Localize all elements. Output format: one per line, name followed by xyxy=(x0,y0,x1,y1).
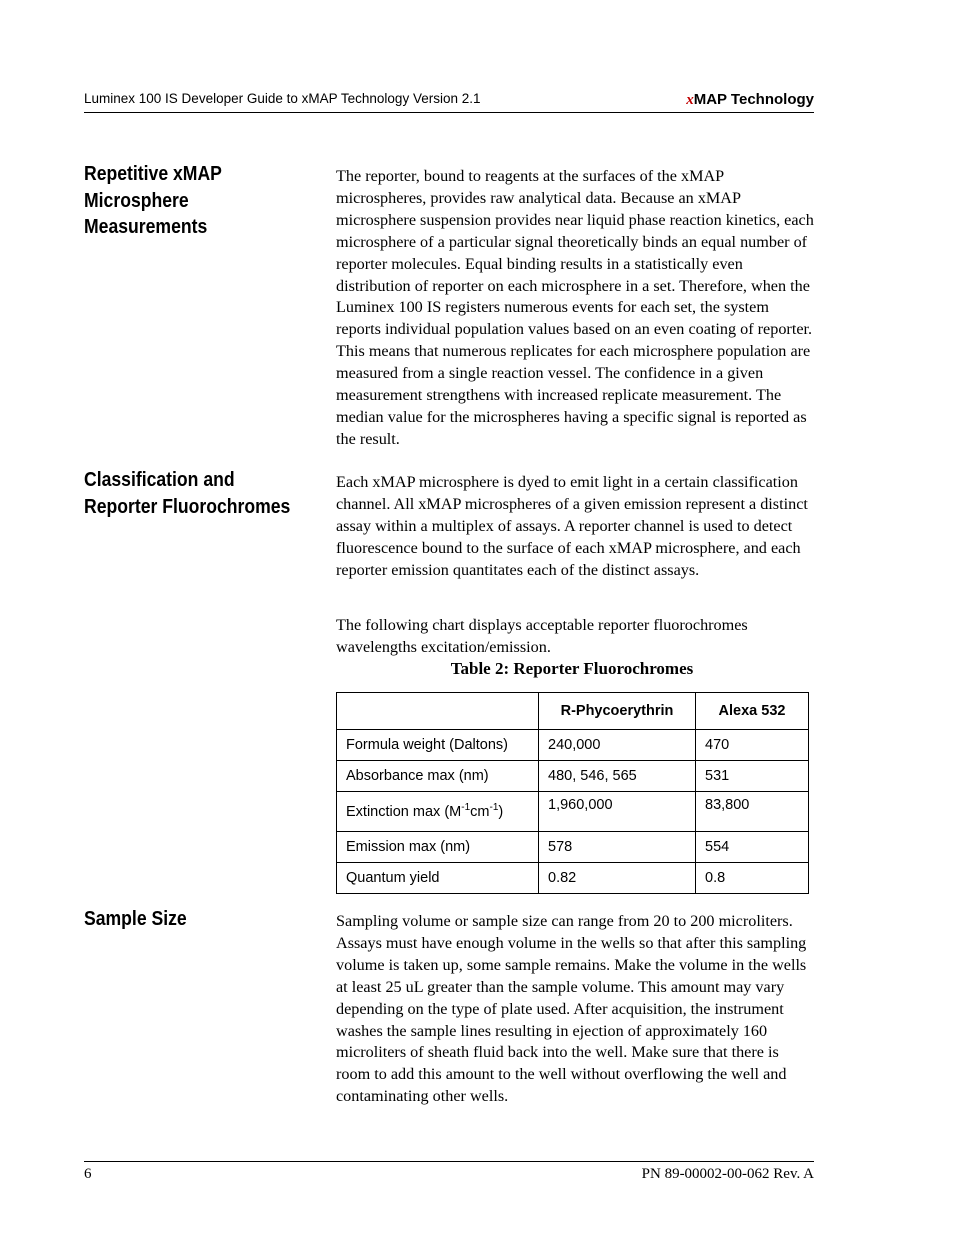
footer-rule xyxy=(84,1161,814,1162)
table-caption: Table 2: Reporter Fluorochromes xyxy=(450,659,694,678)
table-cell: Absorbance max (nm) xyxy=(337,761,539,792)
table-cell: 531 xyxy=(696,761,809,792)
section-heading-sample-size xyxy=(84,906,286,933)
table-header-row xyxy=(337,693,809,730)
table-cell: Formula weight (Daltons) xyxy=(337,730,539,761)
extinction-suffix: ) xyxy=(498,803,504,820)
table-row xyxy=(337,761,809,792)
table-cell: 578 xyxy=(539,832,696,863)
table-cell: 240,000 xyxy=(539,730,696,761)
table-row xyxy=(337,730,809,761)
section-body-chart-intro: The following chart displays acceptable reporter fluorochromes wavelengths excitation/emission. xyxy=(336,616,748,656)
heading-line: Measurements xyxy=(84,216,208,238)
table-cell: 0.82 xyxy=(539,863,696,894)
table-cell: 480, 546, 565 xyxy=(539,761,696,792)
heading-line: Repetitive xMAP xyxy=(84,163,222,185)
section-body-repetitive: The reporter, bound to reagents at the surfaces of the xMAP microspheres, provides raw analytical data. Because an xMAP microsphere suspension provides near liquid phase reaction kinetics, each microsphere of a particular signal theoretically binds an equal number of reporter molecules. Equal binding results in a statistically even distribution of reporter on each microsphere in a set. Therefore, when the Luminex 100 IS registers numerous events for each set, the system reports individual population values based on an even coating of reporter. This means that numerous replicates for each microsphere population are measured from a single reaction vessel. The confidence in a given measurement strengthens with increased replicate measurement. The median value for the microspheres having a specific signal is reported as the result. xyxy=(336,167,814,448)
header-section-name: MAP Technology xyxy=(693,91,814,108)
superscript: -1 xyxy=(489,801,499,813)
table-cell: 554 xyxy=(696,832,809,863)
part-number: PN 89-00002-00-062 Rev. A xyxy=(641,1166,814,1182)
table-cell-extinction xyxy=(337,792,539,832)
table-cell: 470 xyxy=(696,730,809,761)
header-x-letter: x xyxy=(686,92,694,108)
table-header-cell xyxy=(337,693,539,730)
reporter-fluorochromes-table xyxy=(336,692,809,894)
running-header-section xyxy=(686,91,814,109)
table-cell: 83,800 xyxy=(696,792,809,832)
section-body-classification: Each xMAP microsphere is dyed to emit light in a certain classification channel. All xMAP microspheres of a given emission represent a distinct assay within a multiplex of assays. A reporter channel is used to detect fluorescence bound to the surface of each xMAP microsphere, and each reporter emission quantitates each of the distinct assays. xyxy=(336,473,808,579)
extinction-unit: cm xyxy=(470,803,490,820)
header-rule xyxy=(84,112,814,113)
table-header-cell: Alexa 532 xyxy=(696,693,809,730)
table-cell: 1,960,000 xyxy=(539,792,696,832)
table-row xyxy=(337,832,809,863)
section-heading-repetitive xyxy=(84,161,286,241)
table-cell: Emission max (nm) xyxy=(337,832,539,863)
heading-line: Reporter Fluorochromes xyxy=(84,495,291,518)
section-heading-classification xyxy=(84,467,291,520)
superscript: -1 xyxy=(461,801,471,813)
table-cell: 0.8 xyxy=(696,863,809,894)
extinction-prefix: Extinction max (M xyxy=(346,803,462,820)
table-cell: Quantum yield xyxy=(337,863,539,894)
heading-line: Classification and xyxy=(84,469,235,491)
heading-line: Microsphere xyxy=(84,189,189,212)
heading-line: Sample Size xyxy=(84,908,187,930)
page-number: 6 xyxy=(84,1166,92,1182)
table-row xyxy=(337,863,809,894)
table-header-cell: R-Phycoerythrin xyxy=(539,693,696,730)
running-header-title: Luminex 100 IS Developer Guide to xMAP Technology Version 2.1 xyxy=(84,91,481,106)
table-row xyxy=(337,792,809,832)
section-body-sample-size: Sampling volume or sample size can range from 20 to 200 microliters. Assays must have enough volume in the wells so that after this sampling volume is taken up, some sample remains. Make the volume in the wells at least 25 uL greater than the sample volume. This amount may vary depending on the type of plate used. After acquisition, the instrument washes the sample lines resulting in ejection of approximately 160 microliters of sheath fluid back into the well. Make sure that there is room to add this amount to the well without overflowing the well and contaminating other wells. xyxy=(336,912,807,1106)
